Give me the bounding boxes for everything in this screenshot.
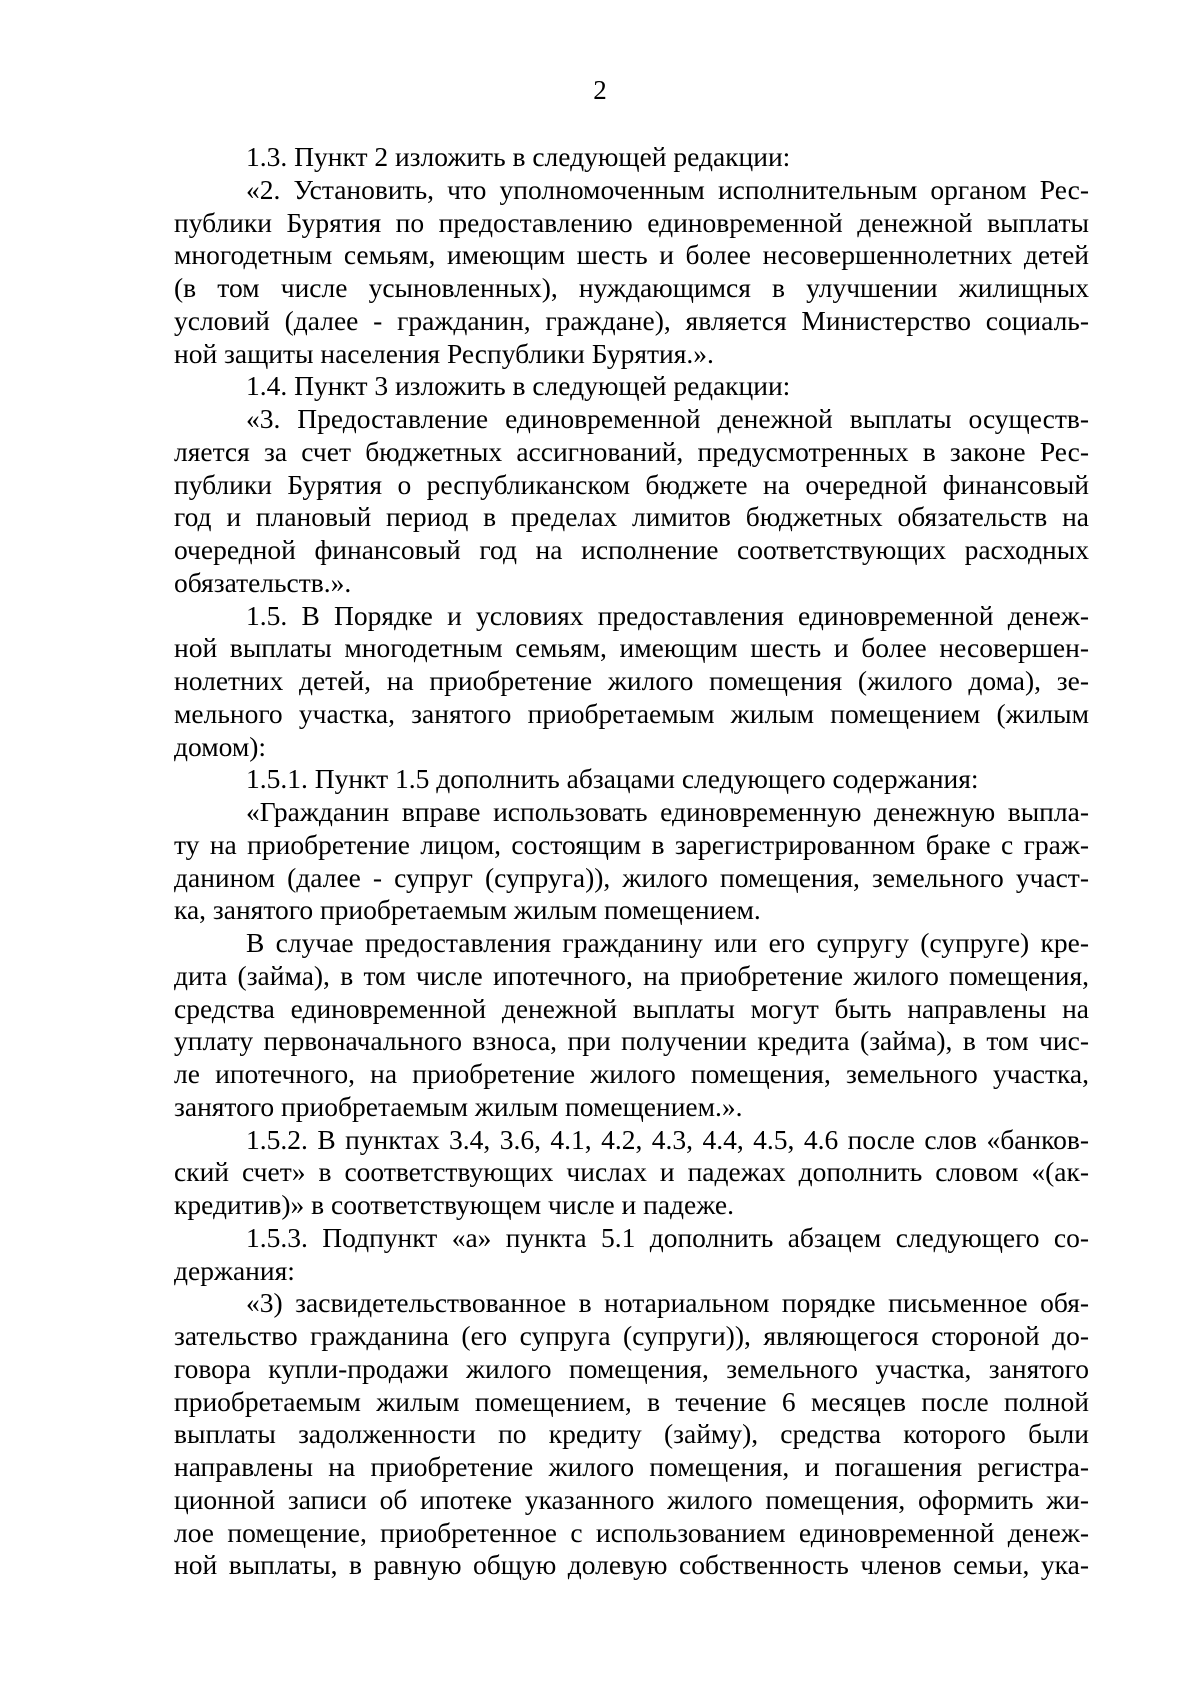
text-line: 1.3. Пункт 2 изложить в следующей редакции:: [246, 141, 791, 172]
text-line: 1.5. В Порядке и условиях предоставления единовременной денеж-: [246, 599, 1089, 631]
text-line: «3) засвидетельствованное в нотариальном порядке письменное обя-: [246, 1287, 1089, 1319]
text-line: публики Бурятия по предоставлению единовременной денежной выплаты: [174, 206, 1089, 238]
text-line: занятого приобретаемым жилым помещением.».: [174, 1090, 743, 1122]
text-line: уплату первоначального взноса, при получении кредита (займа), в том чис-: [174, 1025, 1089, 1057]
text-line: ту на приобретение лицом, состоящим в зарегистрированном браке с граж-: [174, 828, 1089, 860]
text-line: «3. Предоставление единовременной денежной выплаты осуществ-: [246, 403, 1089, 434]
text-line: В случае предоставления гражданину или его супругу (супруге) кре-: [246, 927, 1089, 958]
text-line: лое помещение, приобретенное с использованием единовременной денеж-: [174, 1516, 1089, 1548]
text-line: ский счет» в соответствующих числах и падежах дополнить словом «(ак-: [174, 1156, 1089, 1188]
text-line: условий (далее - гражданин, граждане), является Министерство социаль-: [174, 304, 1089, 336]
text-line: домом):: [174, 730, 267, 762]
text-line: публики Бурятия о республиканском бюджете на очередной финансовый: [174, 468, 1089, 500]
text-line: очередной финансовый год на исполнение соответствующих расходных: [174, 534, 1089, 565]
text-line: нолетних детей, на приобретение жилого помещения (жилого дома), зе-: [174, 665, 1089, 696]
text-line: ной защиты населения Республики Бурятия.».: [174, 337, 714, 369]
text-line: кредитив)» в соответствующем числе и падеже.: [174, 1189, 734, 1220]
text-line: 1.5.3. Подпункт «а» пункта 5.1 дополнить абзацем следующего со-: [246, 1221, 1089, 1253]
document-body: [174, 141, 1089, 1582]
page-number: 2: [593, 75, 607, 105]
text-line: 1.5.2. В пунктах 3.4, 3.6, 4.1, 4.2, 4.3, 4.4, 4.5, 4.6 после слов «банков-: [246, 1123, 1089, 1155]
text-line: ляется за счет бюджетных ассигнований, предусмотренных в законе Рес-: [174, 435, 1089, 467]
text-line: приобретаемым жилым помещением, в течение 6 месяцев после полной: [174, 1385, 1089, 1417]
text-line: «Гражданин вправе использовать единовременную денежную выпла-: [246, 796, 1089, 827]
text-line: ционной записи об ипотеке указанного жилого помещения, оформить жи-: [174, 1483, 1089, 1515]
text-line: дита (займа), в том числе ипотечного, на приобретение жилого помещения,: [174, 959, 1089, 991]
text-line: средства единовременной денежной выплаты могут быть направлены на: [174, 992, 1089, 1024]
text-line: год и плановый период в пределах лимитов бюджетных обязательств на: [174, 501, 1089, 533]
text-line: данином (далее - супруг (супруга)), жилого помещения, земельного участ-: [174, 861, 1089, 893]
text-line: ле ипотечного, на приобретение жилого помещения, земельного участка,: [174, 1058, 1089, 1089]
text-line: многодетным семьям, имеющим шесть и более несовершеннолетних детей: [174, 239, 1089, 271]
text-line: направлены на приобретение жилого помещения, и погашения регистра-: [174, 1451, 1089, 1482]
text-line: ной выплаты, в равную общую долевую собственность членов семьи, ука-: [174, 1549, 1089, 1581]
text-line: зательство гражданина (его супруга (супруги)), являющегося стороной до-: [174, 1320, 1089, 1351]
text-line: мельного участка, занятого приобретаемым жилым помещением (жилым: [174, 697, 1089, 729]
text-line: 1.5.1. Пункт 1.5 дополнить абзацами следующего содержания:: [246, 763, 979, 795]
text-line: ка, занятого приобретаемым жилым помещением.: [174, 894, 761, 926]
text-line: ной выплаты многодетным семьям, имеющим шесть и более несовершен-: [174, 632, 1089, 664]
text-line: (в том числе усыновленных), нуждающимся в улучшении жилищных: [174, 272, 1089, 303]
text-line: выплаты задолженности по кредиту (займу), средства которого были: [174, 1418, 1089, 1450]
text-line: говора купли-продажи жилого помещения, земельного участка, занятого: [174, 1352, 1089, 1384]
text-line: обязательств.».: [174, 566, 352, 598]
text-line: 1.4. Пункт 3 изложить в следующей редакции:: [246, 370, 791, 402]
text-line: держания:: [174, 1254, 295, 1286]
text-line: «2. Установить, что уполномоченным исполнительным органом Рес-: [246, 173, 1089, 205]
